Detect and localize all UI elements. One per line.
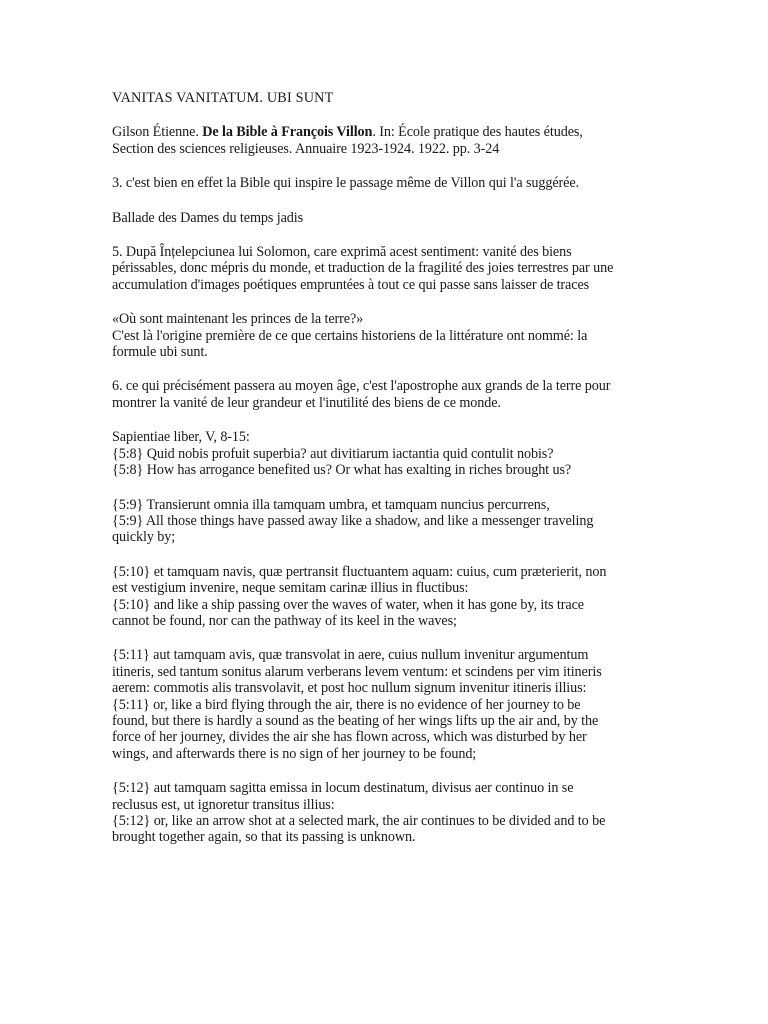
document-page <box>112 90 660 864</box>
verse-line: {5:12} or, like an arrow shot at a selected mark, the air continues to be divided and to be <box>112 813 606 829</box>
note-5 <box>112 244 660 293</box>
title-text: VANITAS VANITATUM. UBI SUNT <box>112 90 334 106</box>
verse-line: {5:10} and like a ship passing over the waves of water, when it has gone by, its trace <box>112 596 584 613</box>
verse-line: {5:8} Quid nobis profuit superbia? aut divitiarum iactantia quid contulit nobis? <box>112 445 554 462</box>
citation-work-title: De la Bible à François Villon <box>202 124 373 141</box>
verse-5-12 <box>112 780 660 846</box>
citation <box>112 124 660 157</box>
verse-line: itineris, sed tantum sonitus alarum verberans levem ventum: et scindens per vim itineris <box>112 663 602 680</box>
note-5-line: accumulation d'images poétiques empruntées à tout ce qui passe sans laisser de traces <box>112 276 590 293</box>
princes-quote <box>112 311 660 360</box>
verse-line: wings, and afterwards there is no sign of her journey to be found; <box>112 745 477 762</box>
note-3 <box>112 175 660 191</box>
ballade-title <box>112 210 660 226</box>
verse-line: found, but there is hardly a sound as the beating of her wings lifts up the air and, by the <box>112 712 599 729</box>
verse-line: brought together again, so that its passing is unknown. <box>112 829 416 846</box>
note-5-line: 5. După Înțelepciunea lui Solomon, care exprimă acest sentiment: vanité des biens <box>112 244 572 261</box>
citation-in-text: . In: École pratique des hautes études, <box>372 124 583 141</box>
note-6-line: montrer la vanité de leur grandeur et l'inutilité des biens de ce monde. <box>112 394 501 411</box>
document-title <box>112 90 660 106</box>
verse-line: {5:8} How has arrogance benefited us? Or what has exalting in riches brought us? <box>112 462 572 479</box>
princes-line: C'est là l'origine première de ce que certains historiens de la littérature ont nommé: la <box>112 327 588 344</box>
note-5-line: périssables, donc mépris du monde, et traduction de la fragilité des joies terrestres par une <box>112 260 614 277</box>
verse-line: {5:9} Transierunt omnia illa tamquam umbra, et tamquam nuncius percurrens, <box>112 496 550 513</box>
verse-line: quickly by; <box>112 529 176 546</box>
verse-line: {5:11} or, like a bird flying through the air, there is no evidence of her journey to be <box>112 696 581 713</box>
verse-5-11 <box>112 647 660 762</box>
verse-line: Sapientiae liber, V, 8-15: <box>112 429 250 446</box>
verse-5-8 <box>112 429 660 478</box>
verse-5-10 <box>112 564 660 630</box>
note-3-text: 3. c'est bien en effet la Bible qui inspire le passage même de Villon qui l'a suggérée. <box>112 175 580 192</box>
verse-line: {5:12} aut tamquam sagitta emissa in locum destinatum, divisus aer continuo in se <box>112 780 574 797</box>
verse-line: est vestigium invenire, neque semitam carinæ illius in fluctibus: <box>112 580 469 597</box>
princes-line: «Où sont maintenant les princes de la terre?» <box>112 311 364 328</box>
citation-line-2: Section des sciences religieuses. Annuaire 1923-1924. 1922. pp. 3-24 <box>112 140 500 157</box>
note-6-line: 6. ce qui précisément passera au moyen âge, c'est l'apostrophe aux grands de la terre pour <box>112 378 611 395</box>
verse-line: reclusus est, ut ignoretur transitus illius: <box>112 796 335 813</box>
ballade-text: Ballade des Dames du temps jadis <box>112 209 304 226</box>
verse-line: cannot be found, nor can the pathway of its keel in the waves; <box>112 612 457 629</box>
verse-line: force of her journey, divides the air she has flown across, which was disturbed by her <box>112 729 587 746</box>
verse-line: aerem: commotis alis transvolavit, et post hoc nullum signum invenitur itineris illius: <box>112 680 587 697</box>
verse-5-9 <box>112 497 660 546</box>
verse-line: {5:10} et tamquam navis, quæ pertransit fluctuantem aquam: cuius, cum præterierit, non <box>112 563 607 580</box>
verse-line: {5:11} aut tamquam avis, quæ transvolat in aere, cuius nullum invenitur argumentum <box>112 647 589 664</box>
princes-line: formule ubi sunt. <box>112 344 208 361</box>
note-6 <box>112 378 660 411</box>
citation-line-1 <box>112 124 660 140</box>
citation-author: Gilson Étienne. <box>112 124 203 141</box>
verse-line: {5:9} All those things have passed away like a shadow, and like a messenger traveling <box>112 512 594 529</box>
